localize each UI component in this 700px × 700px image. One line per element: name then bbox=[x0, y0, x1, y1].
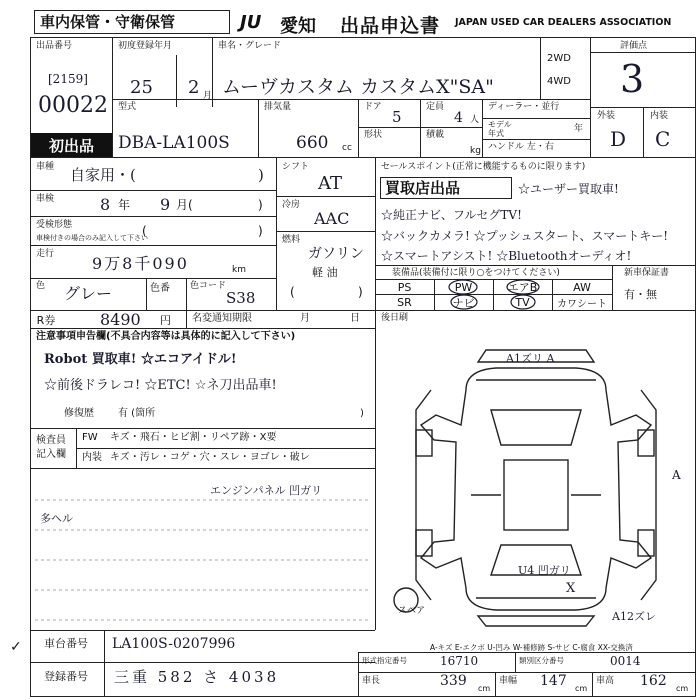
grade-exterior: D bbox=[610, 127, 627, 151]
circle-mark bbox=[507, 280, 539, 294]
repair-history-close: ) bbox=[360, 408, 364, 419]
circle-mark bbox=[449, 280, 477, 294]
divider bbox=[482, 118, 590, 119]
diagram-bottom-right-note: A12ズレ bbox=[612, 610, 656, 623]
shape-label: 形状 bbox=[364, 130, 383, 140]
capacity-value: 4 bbox=[454, 110, 463, 126]
grade-interior: C bbox=[655, 127, 671, 151]
divider bbox=[30, 630, 375, 631]
side-right bbox=[641, 390, 656, 600]
equip-sr: SR bbox=[397, 296, 412, 309]
inspection-month: 9 bbox=[160, 195, 171, 214]
lot-number: 00022 bbox=[38, 93, 108, 118]
width-value: 147 bbox=[540, 673, 567, 689]
capacity-unit: 人 bbox=[470, 115, 480, 125]
doors-label: ドア bbox=[364, 102, 382, 112]
length-label: 車長 bbox=[362, 676, 381, 686]
circle-mark bbox=[511, 295, 535, 309]
divider bbox=[258, 99, 259, 157]
class-no-value: 0014 bbox=[610, 654, 641, 668]
grade-label: 評価点 bbox=[620, 41, 648, 51]
color-code-label: 色コード bbox=[190, 281, 227, 291]
divider bbox=[30, 157, 696, 158]
divider bbox=[482, 139, 590, 140]
first-reg-label: 初度登録年月 bbox=[118, 41, 173, 51]
equipment-label: 装備品(装備付に限り○をつけてください) bbox=[392, 268, 560, 278]
divider bbox=[540, 37, 541, 99]
ac-value: AAC bbox=[314, 209, 350, 228]
inspection-year-unit: 年 bbox=[118, 198, 131, 212]
chassis-value: LA100S-0207996 bbox=[112, 636, 236, 652]
rear-label: 後日刷 bbox=[381, 313, 409, 323]
reg-year: 25 bbox=[130, 77, 153, 98]
selling-point-3: ☆バックカメラ! ☆プッシュスタート、スマートキー! bbox=[381, 229, 669, 243]
inspection-month-unit: 月( bbox=[176, 198, 193, 212]
divider bbox=[276, 196, 375, 197]
equip-tv: TV bbox=[515, 296, 530, 309]
color-no-label: 色番 bbox=[150, 283, 170, 294]
divider bbox=[186, 278, 187, 310]
fuel-gasoline: ガソリン bbox=[308, 246, 364, 262]
divider bbox=[30, 278, 276, 279]
diagram-bottom-note-x: X bbox=[566, 581, 576, 596]
loadcap-unit: kg bbox=[470, 146, 481, 156]
mileage-unit: km bbox=[232, 265, 246, 275]
divider bbox=[112, 37, 113, 157]
notes-line-2: ☆前後ドラレコ! ☆ETC! ☆ネ刀出品車! bbox=[44, 378, 277, 393]
interior-label: 内装 bbox=[82, 452, 102, 463]
length-unit: cm bbox=[478, 684, 491, 693]
drive-2wd: 2WD bbox=[547, 53, 571, 64]
displacement-unit: cc bbox=[342, 143, 352, 153]
length-value: 339 bbox=[440, 673, 467, 689]
reg-month-unit: 月 bbox=[203, 91, 213, 101]
divider bbox=[30, 245, 276, 246]
inspection-year: 8 bbox=[100, 195, 111, 214]
height-value: 162 bbox=[640, 673, 667, 689]
divider bbox=[30, 216, 276, 217]
divider bbox=[592, 672, 593, 697]
capacity-label: 定員 bbox=[426, 102, 445, 112]
reception-label: 受検形態 bbox=[36, 220, 73, 230]
grade-ext-label: 外装 bbox=[597, 111, 616, 121]
circle-mark bbox=[451, 295, 477, 309]
selling-point-1: ☆ユーザー買取車! bbox=[518, 182, 619, 196]
name-grade-label: 車名・グレード bbox=[218, 41, 282, 51]
inspection-label: 車検 bbox=[36, 194, 55, 204]
model-label: 型式 bbox=[118, 102, 137, 112]
grade-score: 3 bbox=[620, 57, 645, 101]
divider bbox=[495, 672, 496, 697]
width-label: 車幅 bbox=[499, 676, 518, 686]
usage-label: 車種 bbox=[36, 162, 55, 172]
mileage-value: 9万8千090 bbox=[92, 254, 189, 273]
repair-history-label: 修復歴 bbox=[64, 408, 94, 419]
ac-label: 冷房 bbox=[282, 200, 301, 210]
repair-history-value: 有 (箇所 bbox=[118, 408, 156, 419]
model-year-unit: 年 bbox=[574, 124, 584, 134]
equip-leather-seat: カワシート bbox=[557, 299, 607, 310]
divider bbox=[30, 328, 375, 329]
divider bbox=[104, 630, 105, 697]
divider bbox=[358, 652, 359, 697]
note-lines bbox=[30, 470, 375, 630]
recycle-label: R券 bbox=[31, 311, 61, 328]
divider bbox=[276, 231, 375, 232]
dealer-label: ディーラー・並行 bbox=[488, 102, 560, 112]
grade-int-label: 内装 bbox=[650, 111, 669, 121]
divider bbox=[112, 99, 590, 100]
divider bbox=[30, 662, 375, 663]
rear-bumper bbox=[478, 616, 594, 626]
shift-value: AT bbox=[318, 173, 343, 194]
fuel-close: ) bbox=[358, 285, 363, 299]
equipment-circles bbox=[375, 279, 615, 311]
recycle-value: 8490 bbox=[100, 310, 141, 329]
selling-point-2: ☆純正ナビ、フルセグTV! bbox=[381, 208, 522, 222]
chassis-label: 車台番号 bbox=[44, 637, 88, 650]
height-unit: cm bbox=[676, 684, 689, 693]
drive-4wd: 4WD bbox=[547, 76, 571, 87]
mileage-label: 走行 bbox=[36, 249, 55, 259]
usage-value: 自家用・( bbox=[70, 166, 136, 184]
doors-value: 5 bbox=[392, 108, 402, 126]
title-english: JAPAN USED CAR DEALERS ASSOCIATION bbox=[455, 17, 672, 28]
name-change-label: 名変通知期限 bbox=[192, 313, 252, 324]
divider bbox=[590, 37, 591, 157]
spare-label: スペア bbox=[398, 606, 426, 616]
color-label: 色 bbox=[36, 281, 46, 291]
divider bbox=[358, 127, 482, 128]
class-no-label: 類別区分番号 bbox=[519, 656, 564, 665]
title-pref: 愛知 bbox=[280, 16, 316, 37]
name-change-day: 日 bbox=[350, 313, 360, 324]
fw-items: キズ・飛石・ヒビ割・リペア跡・X要 bbox=[110, 432, 277, 443]
divider bbox=[590, 52, 696, 53]
lot-bracket-no: [2159] bbox=[48, 72, 88, 86]
divider bbox=[358, 99, 359, 157]
divider bbox=[515, 652, 516, 672]
divider bbox=[482, 99, 483, 157]
model-value: DBA-LA100S bbox=[118, 133, 230, 153]
divider bbox=[30, 428, 375, 429]
interior-items: キズ・汚レ・コゲ・穴・スレ・ヨゴレ・破レ bbox=[110, 452, 310, 463]
loadcap-label: 積載 bbox=[426, 130, 445, 140]
plate-value: 三重 582 さ 4038 bbox=[114, 668, 280, 686]
car-diagram bbox=[376, 330, 694, 630]
ju-logo: JU bbox=[240, 12, 262, 33]
selling-point-4: ☆スマートアシスト! ☆Bluetoothオーディオ! bbox=[381, 249, 632, 263]
divider bbox=[212, 37, 213, 107]
divider bbox=[76, 448, 375, 449]
wheel-fr bbox=[638, 430, 654, 456]
model-no-value: 16710 bbox=[440, 654, 479, 668]
color-code-value: S38 bbox=[226, 289, 256, 307]
width-unit: cm bbox=[575, 684, 588, 693]
new-warranty-value: 有・無 bbox=[624, 288, 657, 301]
divider bbox=[146, 278, 147, 310]
buy-shop-tag: 買取店出品 bbox=[385, 179, 461, 197]
handwritten-side-note: 多ヘル bbox=[40, 512, 73, 525]
divider bbox=[375, 265, 696, 266]
divider bbox=[420, 99, 421, 157]
form-title: 出品申込書 bbox=[340, 15, 441, 37]
divider bbox=[643, 107, 644, 157]
model-year-label: モデル年式 bbox=[488, 120, 512, 138]
divider bbox=[358, 652, 696, 653]
diagram-top-note: A1ズリ A bbox=[506, 352, 555, 365]
divider bbox=[30, 468, 375, 469]
storage-label: 車内保管・守衛保管 bbox=[40, 13, 176, 31]
height-label: 車高 bbox=[596, 676, 615, 686]
handwritten-engine-note: エンジンパネル 凹ガリ bbox=[210, 484, 323, 497]
equip-airbag: エアB bbox=[507, 281, 538, 294]
displacement-label: 排気量 bbox=[264, 102, 292, 112]
notes-line-1: Robot 買取車! ☆エコアイドル! bbox=[44, 352, 237, 367]
recycle-unit: 円 bbox=[160, 314, 171, 327]
diagram-right-note: A bbox=[672, 468, 681, 482]
diagram-bottom-note: U4 凹ガリ bbox=[518, 564, 571, 577]
wheel-rl bbox=[416, 530, 432, 556]
lot-no-label: 出品番号 bbox=[36, 41, 73, 51]
plate-label: 登録番号 bbox=[44, 670, 88, 683]
side-left bbox=[416, 390, 431, 600]
equip-ps: PS bbox=[397, 280, 412, 294]
inspector-label: 検査員記入欄 bbox=[36, 435, 66, 460]
fuel-paren: ( bbox=[290, 285, 295, 299]
shift-label: シフト bbox=[282, 162, 310, 172]
reception-note: 車検付きの場合のみ記入して下さい bbox=[36, 234, 148, 242]
roof bbox=[504, 460, 568, 530]
selling-points-label: セールスポイント(正常に機能するものに限ります) bbox=[381, 162, 586, 172]
fuel-diesel: 軽 油 bbox=[312, 266, 338, 279]
name-change-month: 月 bbox=[300, 313, 310, 324]
windshield bbox=[491, 410, 581, 445]
fw-label: FW bbox=[82, 432, 98, 443]
name-grade-value: ムーヴカスタム カスタムX"SA" bbox=[222, 76, 494, 98]
divider bbox=[30, 190, 276, 191]
model-no-label: 形式指定番号 bbox=[362, 656, 407, 665]
reception-paren: ( bbox=[142, 224, 147, 238]
inspection-close: ) bbox=[258, 198, 263, 212]
reception-close: ) bbox=[258, 224, 263, 238]
displacement-value: 660 bbox=[296, 133, 329, 153]
divider bbox=[276, 157, 277, 310]
first-listing-badge: 初出品 bbox=[31, 133, 112, 157]
equip-pw: PW bbox=[454, 280, 473, 294]
reg-month: 2 bbox=[188, 77, 200, 98]
color-value: グレー bbox=[64, 284, 113, 303]
equip-aw: AW bbox=[573, 280, 591, 294]
footer-checkmark: ✓ bbox=[10, 639, 22, 655]
new-warranty-label: 新車保証書 bbox=[624, 268, 670, 278]
divider bbox=[186, 310, 187, 328]
notes-label: 注意事項申告欄(不具合内容等は具体的に記入して下さい) bbox=[36, 331, 296, 342]
usage-close: ) bbox=[258, 166, 264, 184]
equip-navi: ナビ bbox=[452, 296, 475, 310]
handle-label: ハンドル 左・右 bbox=[488, 142, 554, 152]
fuel-label: 燃料 bbox=[282, 235, 301, 245]
damage-legend: A-キズ E-エクボ U-凹み W-補修跡 S-サビ C-腐食 XX-交換済 bbox=[430, 643, 633, 652]
